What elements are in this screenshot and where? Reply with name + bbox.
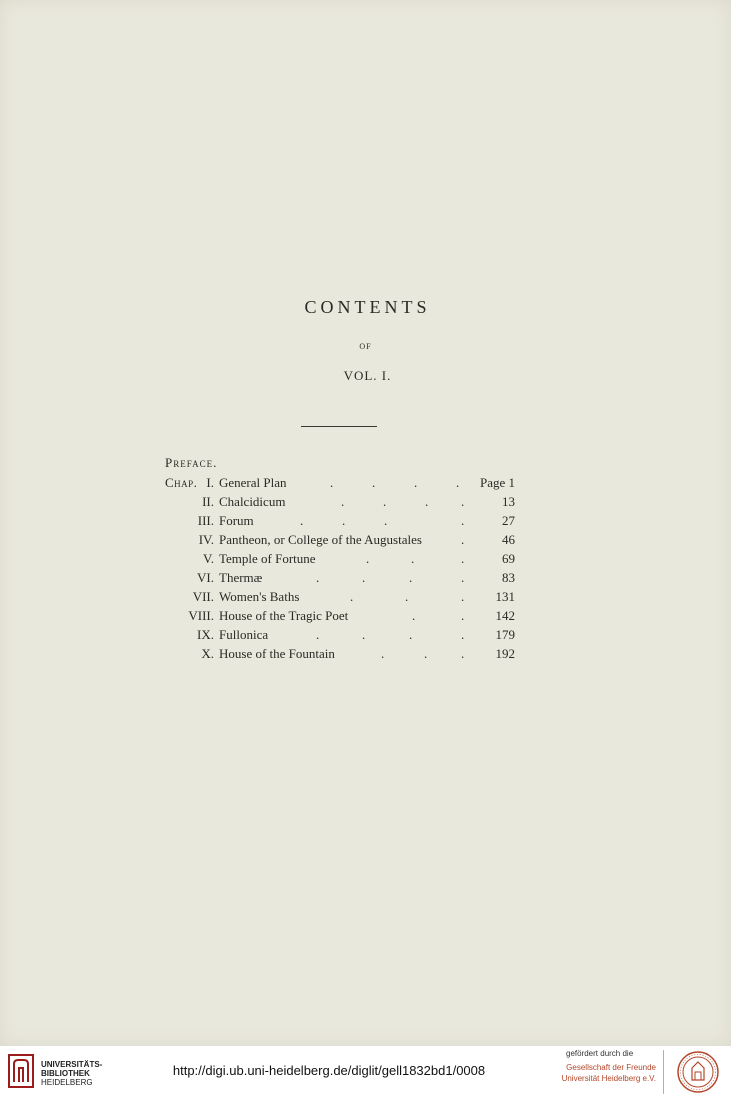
leader-dot: . [366, 551, 370, 566]
library-name-line2: BIBLIOTHEK [41, 1069, 90, 1078]
chapter-title: House of the Fountain [219, 646, 335, 661]
chapter-title: Thermæ [219, 570, 263, 585]
chapter-title: Temple of Fortune [219, 551, 316, 566]
leader-dot: . [461, 513, 465, 528]
leader-dot: . [330, 475, 334, 490]
sponsor-line2: Universität Heidelberg e.V. [561, 1074, 656, 1083]
page-number: 27 [502, 513, 515, 528]
leader-dot: . [461, 627, 465, 642]
toc-row [0, 492, 731, 511]
leader-dot: . [316, 627, 320, 642]
chapter-title: Women's Baths [219, 589, 300, 604]
leader-dot: . [425, 494, 429, 509]
leader-dot: . [405, 589, 409, 604]
page-number: 131 [495, 589, 515, 604]
chapter-title: General Plan [219, 475, 287, 490]
preface-entry: Preface. [165, 455, 218, 470]
page-number: 46 [502, 532, 515, 547]
chapter-title: Pantheon, or College of the Augustales [219, 532, 422, 547]
footer-divider [663, 1050, 664, 1094]
sponsor-name [562, 1062, 656, 1084]
chapter-number: VII. [192, 589, 214, 604]
permalink-url[interactable]: http://digi.ub.uni-heidelberg.de/diglit/gell1832bd1/0008 [172, 1063, 486, 1078]
leader-dot: . [381, 646, 385, 661]
leader-dot: . [424, 646, 428, 661]
page-number: 13 [502, 494, 515, 509]
toc-row [0, 587, 731, 606]
leader-dot: . [362, 570, 366, 585]
page-number: 142 [495, 608, 515, 623]
toc-row [0, 511, 731, 530]
chapter-number: VI. [197, 570, 214, 585]
leader-dot: . [461, 589, 465, 604]
page-number: 83 [502, 570, 515, 585]
leader-dot: . [362, 627, 366, 642]
chapter-number: III. [197, 513, 214, 528]
leader-dot: . [409, 570, 413, 585]
toc-row [0, 568, 731, 587]
toc-row [0, 530, 731, 549]
leader-dot: . [461, 646, 465, 661]
leader-dot: . [456, 475, 460, 490]
leader-dot: . [300, 513, 304, 528]
chapter-title: Chalcidicum [219, 494, 286, 509]
chapter-title: House of the Tragic Poet [219, 608, 349, 623]
table-of-contents [0, 473, 731, 663]
leader-dot: . [350, 589, 354, 604]
page-number: Page 1 [479, 475, 515, 490]
leader-dot: . [412, 608, 416, 623]
leader-dot: . [461, 570, 465, 585]
title-rule [301, 426, 377, 427]
library-name-line3: HEIDELBERG [41, 1078, 93, 1087]
contents-of: OF [359, 342, 372, 351]
leader-dot: . [316, 570, 320, 585]
sponsor-line1: Gesellschaft der Freunde [566, 1063, 656, 1072]
digitization-footer [0, 1046, 731, 1098]
toc-row [0, 473, 731, 492]
chapter-title: Forum [219, 513, 254, 528]
chapter-number: I. [206, 475, 214, 490]
leader-dot: . [342, 513, 346, 528]
toc-row [0, 644, 731, 663]
contents-title: CONTENTS [304, 297, 431, 317]
chapter-number: II. [202, 494, 214, 509]
library-name-line1: UNIVERSITÄTS- [41, 1060, 103, 1069]
university-seal-icon [673, 1050, 723, 1094]
chapter-number: IV. [198, 532, 214, 547]
page-number: 179 [495, 627, 515, 642]
page-number: 69 [502, 551, 515, 566]
toc-row [0, 549, 731, 568]
toc-row [0, 606, 731, 625]
leader-dot: . [461, 532, 465, 547]
volume-label: VOL. I. [343, 368, 392, 383]
chapter-title: Fullonica [219, 627, 269, 642]
leader-dot: . [461, 494, 465, 509]
leader-dot: . [461, 551, 465, 566]
leader-dot: . [384, 513, 388, 528]
chapter-prefix: Chap. [165, 475, 198, 490]
leader-dot: . [341, 494, 345, 509]
page-number: 192 [495, 646, 515, 661]
leader-dot: . [372, 475, 376, 490]
sponsor-label: gefördert durch die [566, 1049, 634, 1058]
toc-row [0, 625, 731, 644]
leader-dot: . [414, 475, 418, 490]
chapter-number: VIII. [188, 608, 214, 623]
chapter-number: X. [201, 646, 214, 661]
leader-dot: . [411, 551, 415, 566]
leader-dot: . [383, 494, 387, 509]
chapter-number: V. [203, 551, 214, 566]
leader-dot: . [461, 608, 465, 623]
chapter-number: IX. [197, 627, 214, 642]
leader-dot: . [409, 627, 413, 642]
